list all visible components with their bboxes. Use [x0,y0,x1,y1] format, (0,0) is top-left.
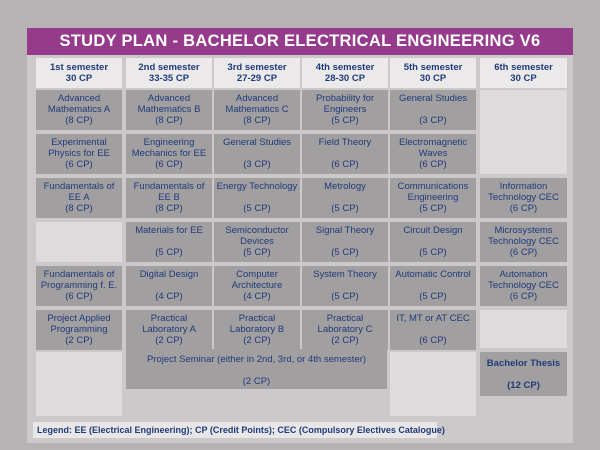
course-name: Automation Technology CEC [488,269,559,291]
semester-cp: 28-30 CP [324,73,366,84]
course-cp: (3 CP) [243,159,271,170]
course-cp: (2 CP) [331,335,359,346]
course-cell [36,178,122,218]
course-name: Experimental Physics for EE [48,137,110,159]
course-name: Semiconductor Devices [225,225,289,247]
course-cell [302,178,388,218]
project-seminar-cell [126,349,387,389]
course-cp: (6 CP) [419,159,447,170]
course-cp: (8 CP) [243,115,271,126]
course-cp: (8 CP) [65,203,93,214]
course-cell [390,134,476,174]
course-cp: (6 CP) [509,203,538,214]
course-cell [390,310,476,350]
semester-cp: 30 CP [419,73,447,84]
course-name: Electromagnetic Waves [398,137,468,159]
course-name: Advanced Mathematics C [225,93,289,115]
seminar-name: Project Seminar (either in 2nd, 3rd, or 4th semester) [146,354,367,365]
course-name: Advanced Mathematics B [137,93,201,115]
course-cp: (6 CP) [331,159,359,170]
course-name: General Studies [222,137,292,148]
course-cell [302,90,388,130]
course-cell [480,222,567,262]
seminar-cp: (2 CP) [242,376,271,387]
course-cp: (6 CP) [509,247,538,258]
course-cell [126,222,212,262]
course-cp: (8 CP) [65,115,93,126]
semester-header-4 [302,58,388,88]
course-name: Fundamentals of EE B [133,181,205,203]
semester-header-5 [390,58,476,88]
course-name: Practical Laboratory A [142,313,196,335]
course-cell [126,266,212,306]
semester-cp: 30 CP [510,73,537,84]
semester-name: 3rd semester [227,62,287,73]
thesis-name: Bachelor Thesis [486,358,561,369]
course-name: Project Applied Programming [47,313,111,335]
empty-cell [480,90,567,174]
course-name: Practical Laboratory B [229,313,285,335]
semester-cp: 30 CP [65,73,93,84]
course-cp: (5 CP) [419,291,447,302]
course-name: Fundamentals of EE A [43,181,115,203]
course-name: Metrology [324,181,366,192]
course-cp: (5 CP) [419,203,447,214]
semester-header-6 [480,58,567,88]
course-name: Automatic Control [395,269,471,280]
course-name: Communications Engineering [397,181,469,203]
course-cp: (4 CP) [243,291,271,302]
course-cell [302,134,388,174]
semester-name: 2nd semester [138,62,200,73]
course-cell [390,90,476,130]
course-name: Circuit Design [403,225,463,236]
course-cell [214,178,300,218]
course-cp: (6 CP) [419,335,447,346]
course-name: System Theory [313,269,377,280]
course-cp: (5 CP) [331,115,359,126]
course-cp: (5 CP) [331,247,359,258]
course-cell [480,178,567,218]
semester-cp: 27-29 CP [236,73,278,84]
course-cell [302,222,388,262]
course-name: Computer Architecture [231,269,283,291]
course-cp: (6 CP) [155,159,183,170]
semester-name: 1st semester [49,62,109,73]
course-name: Field Theory [318,137,372,148]
course-cell [302,310,388,350]
course-name: Signal Theory [315,225,375,236]
course-name: Energy Technology [216,181,298,192]
course-name: Probability for Engineers [315,93,375,115]
course-name: Engineering Mechanics for EE [131,137,207,159]
course-cp: (2 CP) [155,335,183,346]
course-cell [126,310,212,350]
course-cell [126,178,212,218]
course-name: General Studies [398,93,468,104]
course-name: Digital Design [139,269,199,280]
course-cell [390,178,476,218]
course-cp: (8 CP) [155,203,183,214]
empty-cell [36,352,122,416]
course-name: Advanced Mathematics A [47,93,111,115]
course-cell [480,266,567,306]
course-cell [214,266,300,306]
course-cp: (2 CP) [65,335,93,346]
semester-header-2 [126,58,212,88]
empty-cell [480,310,567,348]
semester-name: 5th semester [403,62,463,73]
bachelor-thesis-cell [480,352,567,396]
course-cp: (4 CP) [155,291,183,302]
semester-name: 4th semester [315,62,375,73]
course-cp: (6 CP) [509,291,538,302]
semester-cp: 33-35 CP [148,73,190,84]
course-cell [214,310,300,350]
course-cell [214,90,300,130]
course-name: Materials for EE [135,225,203,236]
course-cp: (3 CP) [419,115,447,126]
course-cp: (5 CP) [419,247,447,258]
course-cell [214,222,300,262]
course-name: Fundamentals of Programming f. E. [40,269,118,291]
course-cell [214,134,300,174]
course-cell [36,90,122,130]
thesis-cp: (12 CP) [507,380,540,391]
course-cp: (5 CP) [331,203,359,214]
course-cp: (5 CP) [331,291,359,302]
course-cell [36,134,122,174]
semester-header-3 [214,58,300,88]
semester-name: 6th semester [494,62,553,73]
course-cp: (5 CP) [243,247,271,258]
course-cell [36,310,122,350]
semester-header-1 [36,58,122,88]
course-cp: (6 CP) [65,291,93,302]
page-title: STUDY PLAN - BACHELOR ELECTRICAL ENGINEERING V6 [27,28,573,55]
course-cell [302,266,388,306]
course-cp: (5 CP) [155,247,183,258]
course-name: IT, MT or AT CEC [396,313,470,324]
course-name: Microsystems Technology CEC [488,225,559,247]
legend: Legend: EE (Electrical Engineering); CP (Credit Points); CEC (Compulsory Electives Catalogue) [33,422,437,438]
course-name: Practical Laboratory C [317,313,373,335]
empty-cell [390,352,476,416]
course-cp: (5 CP) [243,203,271,214]
course-cp: (8 CP) [155,115,183,126]
empty-cell [36,222,122,262]
course-cell [390,266,476,306]
course-name: Information Technology CEC [488,181,559,203]
course-cp: (2 CP) [243,335,271,346]
course-cell [390,222,476,262]
course-cp: (6 CP) [65,159,93,170]
course-cell [36,266,122,306]
course-cell [126,134,212,174]
course-cell [126,90,212,130]
